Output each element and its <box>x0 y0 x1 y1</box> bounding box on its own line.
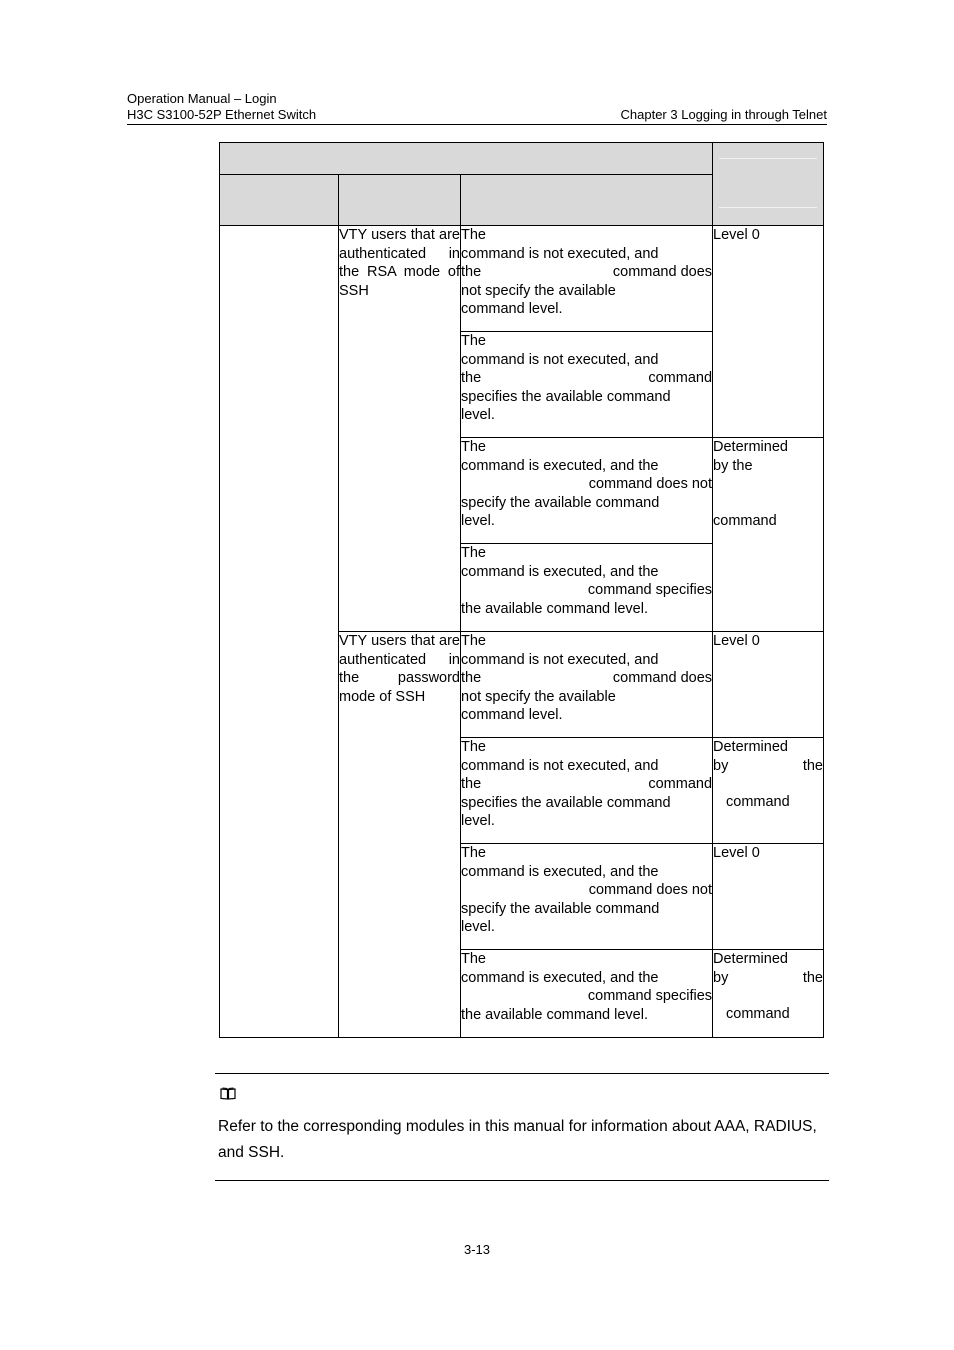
condition-cell: The command is not executed, and the command does not specify the available command level. <box>461 226 713 332</box>
note-top-rule <box>215 1073 829 1074</box>
manual-title: Operation Manual – Login <box>127 91 277 106</box>
condition-cell: The command is executed, and the command specifies the available command level. <box>461 950 713 1038</box>
table-row <box>220 226 824 332</box>
product-name: H3C S3100-52P Ethernet Switch <box>127 107 317 122</box>
level-cell: Level 0 <box>713 844 824 950</box>
page-number: 3-13 <box>463 1242 491 1257</box>
level-cell: Determined by the command <box>713 438 824 632</box>
book-icon <box>220 1087 236 1105</box>
table-header-level <box>713 143 824 226</box>
table-cell-empty <box>220 226 339 1038</box>
level-cell: Level 0 <box>713 226 824 438</box>
user-type-rsa: VTY users that are authenticated in the RSA mode of SSH <box>339 226 461 632</box>
note-text: Refer to the corresponding modules in this manual for information about AAA, RADIUS, and SSH. <box>218 1118 817 1161</box>
header-divider <box>127 124 827 125</box>
user-level-table <box>219 142 824 1038</box>
user-type-password: VTY users that are authenticated in the password mode of SSH <box>339 632 461 1038</box>
level-cell: Determined by the command <box>713 950 824 1038</box>
condition-cell: The command is executed, and the command does not specify the available command level. <box>461 438 713 544</box>
chapter-title: Chapter 3 Logging in through Telnet <box>620 107 827 122</box>
condition-cell: The command is not executed, and the command specifies the available command level. <box>461 738 713 844</box>
note-bottom-rule <box>215 1180 829 1181</box>
condition-cell: The command is not executed, and the command does not specify the available command level. <box>461 632 713 738</box>
level-cell: Determined by the command <box>713 738 824 844</box>
condition-cell: The command is not executed, and the command specifies the available command level. <box>461 332 713 438</box>
running-header-left <box>127 91 316 123</box>
table-header-top <box>220 143 713 175</box>
table-header-col2 <box>339 175 461 226</box>
level-cell: Level 0 <box>713 632 824 738</box>
table-header-col3 <box>461 175 713 226</box>
condition-cell: The command is executed, and the command does not specify the available command level. <box>461 844 713 950</box>
condition-cell: The command is executed, and the command specifies the available command level. <box>461 544 713 632</box>
table-header-col1 <box>220 175 339 226</box>
